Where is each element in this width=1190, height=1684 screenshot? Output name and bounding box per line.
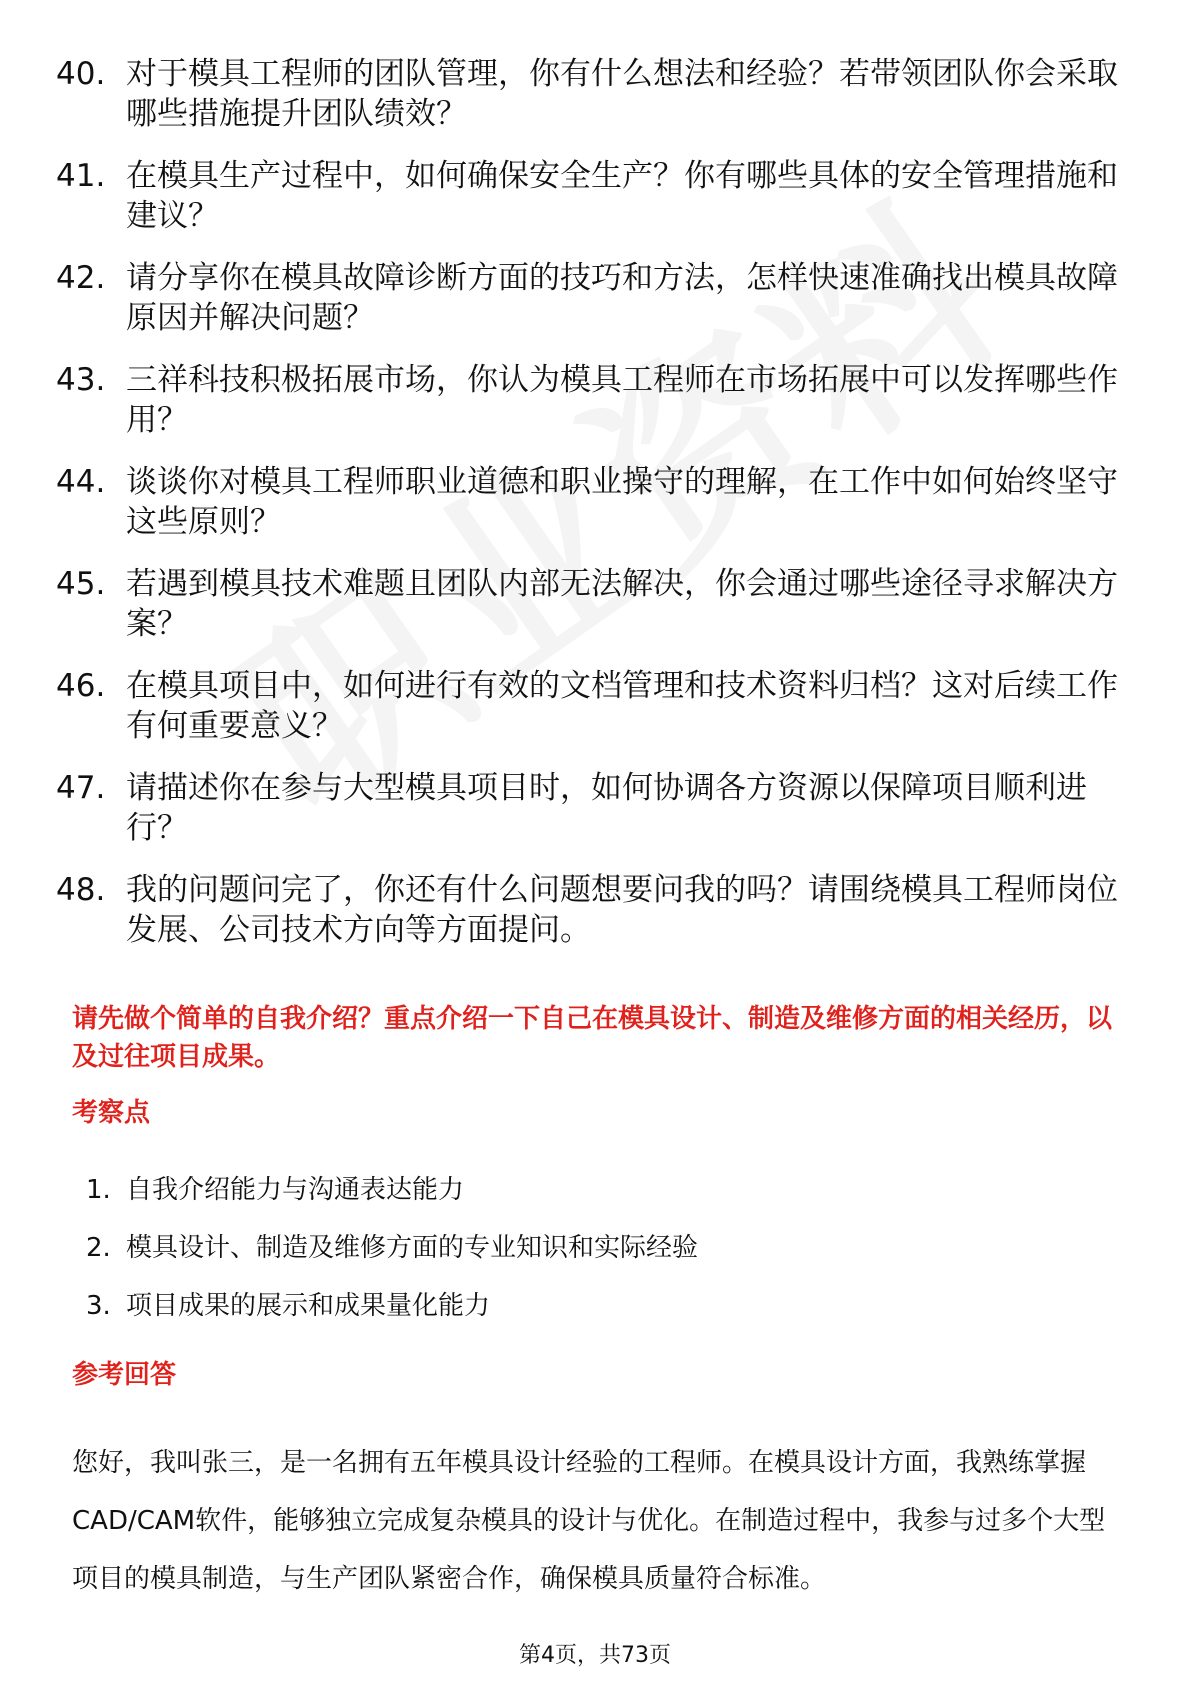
list-item: [56, 258, 1126, 338]
question-number: 43.: [56, 362, 106, 398]
list-item: [56, 564, 1126, 644]
question-text: 三祥科技积极拓展市场，你认为模具工程师在市场拓展中可以发挥哪些作用？: [126, 362, 1118, 438]
point-number: 1.: [86, 1175, 111, 1205]
question-number: 48.: [56, 872, 106, 908]
point-text: 模具设计、制造及维修方面的专业知识和实际经验: [126, 1233, 699, 1263]
list-item: [56, 870, 1126, 950]
reference-answer: 您好，我叫张三，是一名拥有五年模具设计经验的工程师。在模具设计方面，我熟练掌握CAD/CAM软件，能够独立完成复杂模具的设计与优化。在制造过程中，我参与过多个大型项目的模具制造，与生产团队紧密合作，确保模具质量符合标准。: [72, 1448, 1106, 1594]
question-number: 47.: [56, 770, 106, 806]
list-item: [86, 1228, 1086, 1268]
page-footer: 第4页，共73页: [519, 1643, 671, 1668]
list-item: [56, 54, 1126, 134]
question-text: 在模具项目中，如何进行有效的文档管理和技术资料归档？这对后续工作有何重要意义？: [126, 668, 1118, 744]
question-number: 42.: [56, 260, 106, 296]
list-item: [86, 1286, 1086, 1326]
question-text: 谈谈你对模具工程师职业道德和职业操守的理解，在工作中如何始终坚守这些原则？: [126, 464, 1118, 540]
question-text: 请分享你在模具故障诊断方面的技巧和方法，怎样快速准确找出模具故障原因并解决问题？: [126, 260, 1118, 336]
question-number: 44.: [56, 464, 106, 500]
question-number: 40.: [56, 56, 106, 92]
list-item: [56, 768, 1126, 848]
question-text: 对于模具工程师的团队管理，你有什么想法和经验？若带领团队你会采取哪些措施提升团队绩效？: [126, 56, 1118, 132]
question-text: 我的问题问完了，你还有什么问题想要问我的吗？请围绕模具工程师岗位发展、公司技术方向等方面提问。: [126, 872, 1118, 948]
point-number: 2.: [86, 1233, 111, 1263]
assessment-list: [86, 1170, 1086, 1344]
highlighted-question: 请先做个简单的自我介绍？重点介绍一下自己在模具设计、制造及维修方面的相关经历，以及过往项目成果。: [72, 1004, 1113, 1072]
point-text: 自我介绍能力与沟通表达能力: [126, 1175, 465, 1205]
list-item: [56, 360, 1126, 440]
list-item: [86, 1170, 1086, 1210]
question-number: 46.: [56, 668, 106, 704]
list-item: [56, 462, 1126, 542]
question-list: [56, 54, 1126, 972]
question-number: 45.: [56, 566, 106, 602]
point-number: 3.: [86, 1291, 111, 1321]
list-item: [56, 666, 1126, 746]
question-text: 在模具生产过程中，如何确保安全生产？你有哪些具体的安全管理措施和建议？: [126, 158, 1118, 234]
reference-heading: 参考回答: [72, 1360, 177, 1390]
list-item: [56, 156, 1126, 236]
assessment-heading: 考察点: [72, 1098, 151, 1128]
question-text: 请描述你在参与大型模具项目时，如何协调各方资源以保障项目顺利进行？: [126, 770, 1087, 846]
point-text: 项目成果的展示和成果量化能力: [126, 1291, 491, 1321]
question-number: 41.: [56, 158, 106, 194]
question-text: 若遇到模具技术难题且团队内部无法解决，你会通过哪些途径寻求解决方案？: [126, 566, 1118, 642]
